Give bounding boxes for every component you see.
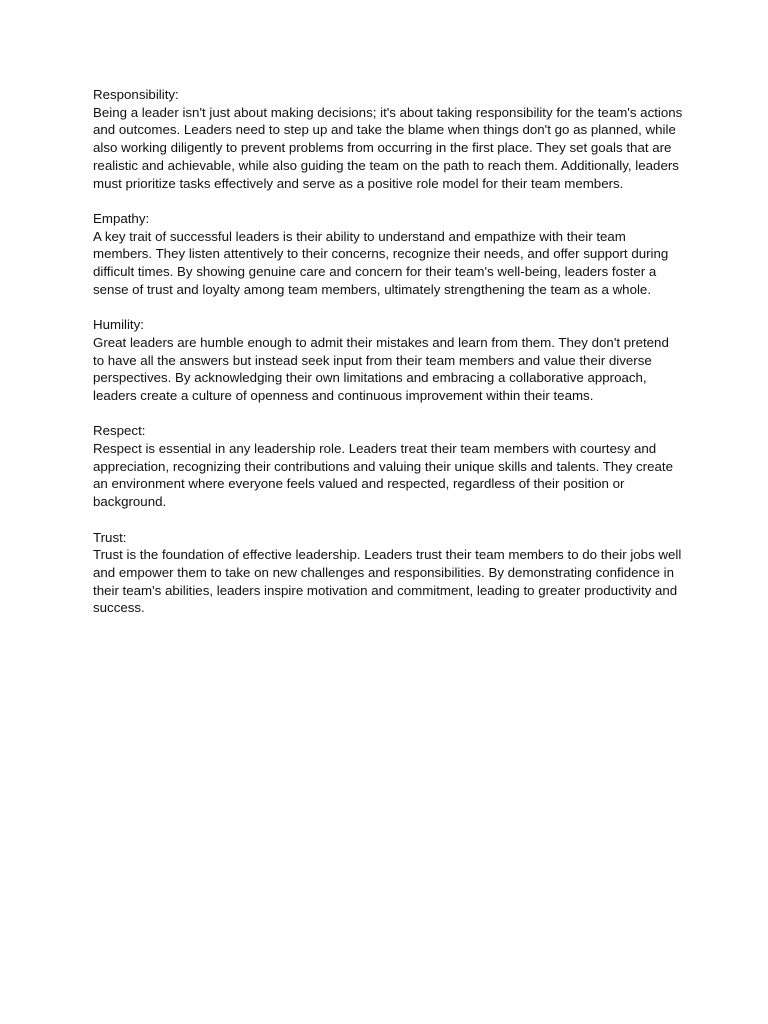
section-body: A key trait of successful leaders is their ability to understand and empathize with their team members. They listen attentively to their concerns, recognize their needs, and offer support during difficult times. By showing genuine care and concern for their team's well-being, leaders foster a sense of trust and loyalty among team members, ultimately strengthening the team as a whole. — [93, 228, 669, 297]
document-page — [93, 86, 683, 635]
section-trust — [93, 529, 683, 618]
section-body: Trust is the foundation of effective leadership. Leaders trust their team members to do their jobs well and empower them to take on new challenges and responsibilities. By demonstrating confidence in their team's abilities, leaders inspire motivation and commitment, leading to greater productivity and success. — [93, 547, 682, 616]
section-humility — [93, 316, 683, 405]
section-heading: Trust: — [93, 529, 127, 545]
section-heading: Empathy: — [93, 210, 150, 226]
section-body: Great leaders are humble enough to admit their mistakes and learn from them. They don't pretend to have all the answers but instead seek input from their team members and value their diverse perspectives. By acknowledging their own limitations and embracing a collaborative approach, leaders create a culture of openness and continuous improvement within their teams. — [93, 334, 669, 403]
section-body: Being a leader isn't just about making decisions; it's about taking responsibility for the team's actions and outcomes. Leaders need to step up and take the blame when things don't go as planned, while also working diligently to prevent problems from occurring in the first place. They set goals that are realistic and achievable, while also guiding the team on the path to reach them. Additionally, leaders must prioritize tasks effectively and serve as a positive role model for their team members. — [93, 104, 683, 191]
section-responsibility — [93, 86, 683, 192]
section-respect — [93, 422, 683, 511]
section-body: Respect is essential in any leadership role. Leaders treat their team members with courtesy and appreciation, recognizing their contributions and valuing their unique skills and talents. They create an environment where everyone feels valued and respected, regardless of their position or background. — [93, 441, 673, 510]
section-heading: Humility: — [93, 317, 144, 333]
section-heading: Responsibility: — [93, 87, 179, 102]
section-empathy — [93, 210, 683, 299]
section-heading: Respect: — [93, 423, 146, 439]
